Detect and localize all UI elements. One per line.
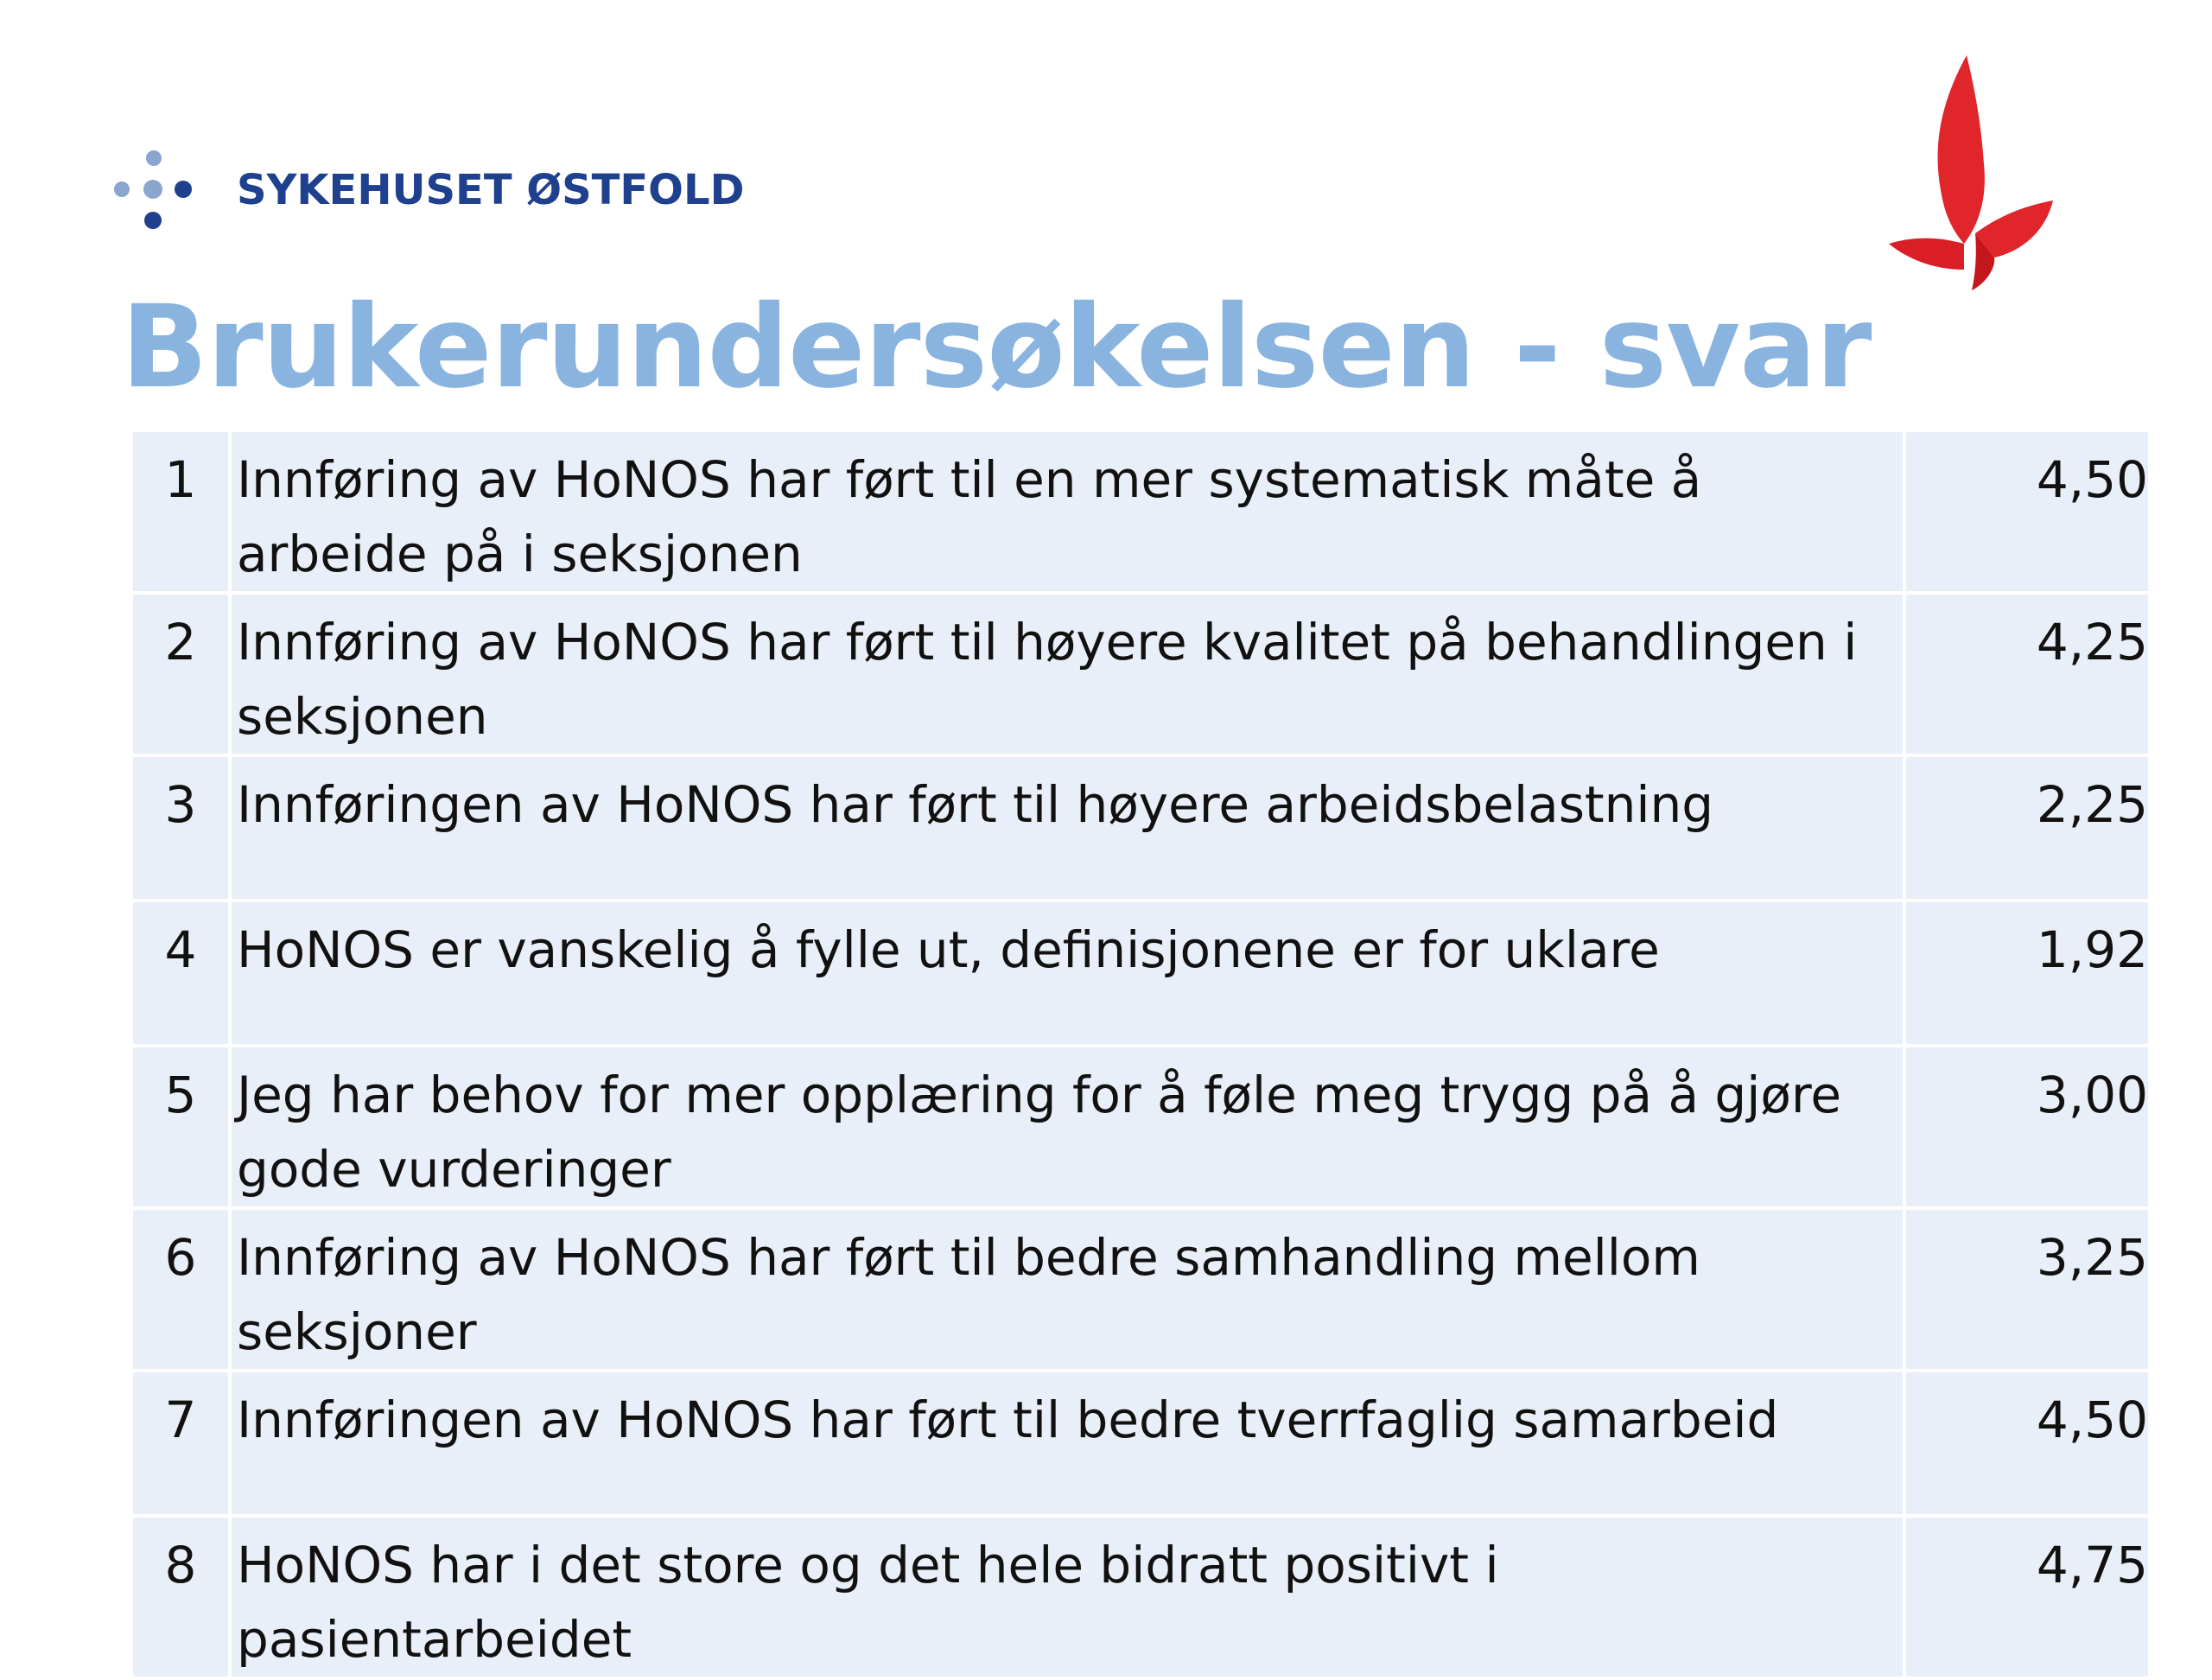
row-number: 7	[133, 1372, 228, 1514]
survey-results-table	[130, 429, 2152, 1680]
dots-logo-icon	[111, 147, 197, 233]
table-row	[133, 1210, 2148, 1369]
hospital-logo	[111, 147, 744, 233]
row-statement: Innføring av HoNOS har ført til høyere kvalitet på behandlingen i seksjonen	[232, 595, 1903, 754]
row-score: 4,50	[1906, 432, 2148, 591]
row-score: 1,92	[1906, 902, 2148, 1044]
row-number: 5	[133, 1047, 228, 1206]
table-row	[133, 1372, 2148, 1514]
row-score: 3,00	[1906, 1047, 2148, 1206]
page-title: Brukerundersøkelsen - svar	[121, 281, 1872, 414]
row-number: 6	[133, 1210, 228, 1369]
flame-logo-icon	[1882, 52, 2055, 294]
table-row	[133, 432, 2148, 591]
row-statement: Innføring av HoNOS har ført til en mer systematisk måte å arbeide på i seksjonen	[232, 432, 1903, 591]
row-statement: HoNOS er vanskelig å fylle ut, definisjonene er for uklare	[232, 902, 1903, 1044]
table-row	[133, 757, 2148, 899]
table-row	[133, 595, 2148, 754]
table-row	[133, 1047, 2148, 1206]
row-number: 1	[133, 432, 228, 591]
row-number: 3	[133, 757, 228, 899]
row-number: 8	[133, 1518, 228, 1677]
row-statement: Innføring av HoNOS har ført til bedre samhandling mellom seksjoner	[232, 1210, 1903, 1369]
row-score: 4,75	[1906, 1518, 2148, 1677]
row-statement: Jeg har behov for mer opplæring for å føle meg trygg på å gjøre gode vurderinger	[232, 1047, 1903, 1206]
logo-text: SYKEHUSET ØSTFOLD	[237, 166, 745, 214]
row-score: 4,25	[1906, 595, 2148, 754]
row-score: 4,50	[1906, 1372, 2148, 1514]
row-statement: Innføringen av HoNOS har ført til høyere arbeidsbelastning	[232, 757, 1903, 899]
row-statement: HoNOS har i det store og det hele bidratt positivt i pasientarbeidet	[232, 1518, 1903, 1677]
table-row	[133, 1518, 2148, 1677]
table-row	[133, 902, 2148, 1044]
row-number: 4	[133, 902, 228, 1044]
row-score: 2,25	[1906, 757, 2148, 899]
row-statement: Innføringen av HoNOS har ført til bedre tverrfaglig samarbeid	[232, 1372, 1903, 1514]
row-score: 3,25	[1906, 1210, 2148, 1369]
row-number: 2	[133, 595, 228, 754]
